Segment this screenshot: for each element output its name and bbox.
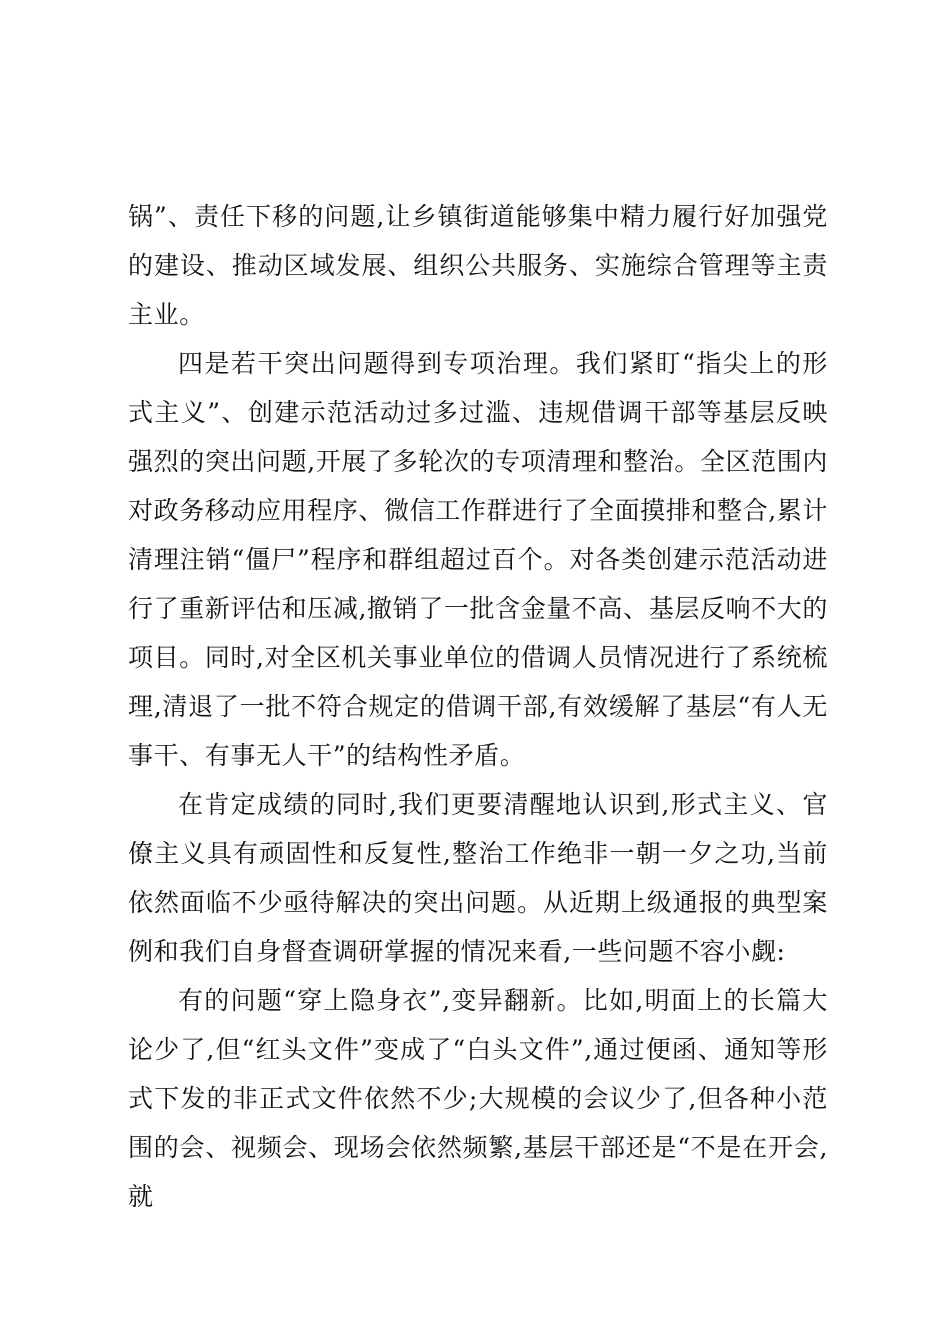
document-body — [128, 192, 828, 1221]
paragraph-3: 在肯定成绩的同时,我们更要清醒地认识到,形式主义、官僚主义具有顽固性和反复性,整治工作绝非一朝一夕之功,当前依然面临不少亟待解决的突出问题。从近期上级通报的典型案例和我们自身督查调研掌握的情况来看,一些问题不容小觑: — [128, 790, 828, 966]
paragraph-4: 有的问题“穿上隐身衣”,变异翻新。比如,明面上的长篇大论少了,但“红头文件”变成了“白头文件”,通过便函、通知等形式下发的非正式文件依然不少;大规模的会议少了,但各种小范围的会、视频会、现场会依然频繁,基层干部还是“不是在开会,就 — [128, 986, 828, 1211]
paragraph-1: 锅”、责任下移的问题,让乡镇街道能够集中精力履行好加强党的建设、推动区域发展、组织公共服务、实施综合管理等主责主业。 — [128, 202, 828, 329]
paragraph-2: 四是若干突出问题得到专项治理。我们紧盯“指尖上的形式主义”、创建示范活动过多过滥、违规借调干部等基层反映强烈的突出问题,开展了多轮次的专项清理和整治。全区范围内对政务移动应用程序、微信工作群进行了全面摸排和整合,累计清理注销“僵尸”程序和群组超过百个。对各类创建示范活动进行了重新评估和压减,撤销了一批含金量不高、基层反响不大的项目。同时,对全区机关事业单位的借调人员情况进行了系统梳理,清退了一批不符合规定的借调干部,有效缓解了基层“有人无事干、有事无人干”的结构性矛盾。 — [128, 349, 828, 770]
